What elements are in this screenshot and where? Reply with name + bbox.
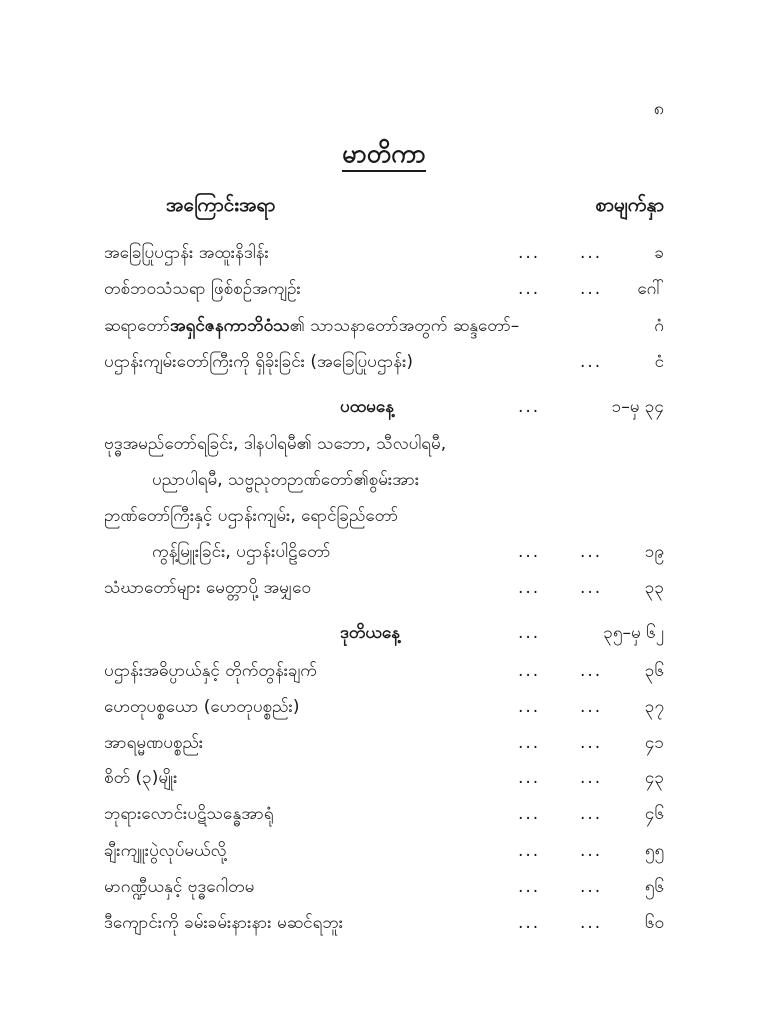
toc-page-range: ၁–မှ ၃၄ [611,397,664,417]
toc-leader-dots: ... [518,733,541,753]
toc-leader-dots: ... [518,804,541,824]
toc-entry-text: ဘုရားလောင်းပဋိသန္ဓေအာရုံ [104,804,274,824]
toc-row [104,836,664,866]
toc-row [104,347,664,377]
toc-page-number: ၅၅ [644,841,664,861]
toc-leader-dots: ... [518,279,541,299]
toc-page-number: ၃၆ [644,661,664,681]
toc-row [104,728,664,758]
page-number: ၈ [653,98,664,119]
toc-entry-text: ဟေတုပစ္စယော (ဟေတုပစ္စည်း) [104,697,300,717]
toc-leader-dots: ... [580,768,603,788]
toc-entry-text: မာဂဏ္ဍီယနှင့် ဗုဒ္ဓဂေါတမ [104,877,255,897]
toc-entry-suffix: ၏ သာသနာတော်အတွက် ဆန္ဒတော်– [289,316,520,336]
toc-leader-dots: ... [518,841,541,861]
toc-leader-dots: ... [518,578,541,598]
toc-row [104,311,664,341]
toc-page-number: ၄၁ [644,733,664,753]
toc-leader-dots: ... [518,877,541,897]
toc-entry-text: အခြေပြုပဌာန်း အထူးနိဒါန်း [104,243,269,263]
toc-entry-text: တစ်ဘဝသံသရာ ဖြစ်စဉ်အကျဉ်း [104,279,301,299]
toc-entry-text: ပဌာန်းကျမ်းတော်ကြီးကို ရှိခိုးခြင်း (အခြေပြုပဌာန်း) [104,352,414,372]
toc-leader-dots: ... [518,243,541,263]
toc-leader-dots: ... [580,578,603,598]
toc-leader-dots: ... [580,697,603,717]
toc-row [104,465,664,495]
toc-leader-dots: ... [518,542,541,562]
toc-row [104,799,664,829]
toc-entry-text: သံဃာတော်များ မေတ္တာပို့ အမျှဝေ [104,578,311,598]
toc-page-number: ၃၃ [644,578,664,598]
toc-leader-dots: ... [580,661,603,681]
toc-section-row [104,618,664,648]
toc-page-range: ၃၅–မှ ၆၂ [603,623,664,643]
toc-entry-text: ချီးကျူးပွဲလုပ်မယ်လို့ [104,841,227,861]
toc-leader-dots: ... [580,352,603,372]
toc-row [104,692,664,722]
toc-entry-text: ကွန့်မြူးခြင်း, ပဌာန်းပါဠိတော် [152,542,331,562]
toc-row [104,238,664,268]
toc-row [104,537,664,567]
column-header-page: စာမျက်နှာ [595,194,664,216]
toc-leader-dots: ... [518,397,541,417]
toc-page-number: ၅၆ [644,877,664,897]
toc-leader-dots: ... [518,913,541,933]
toc-row [104,573,664,603]
toc-section-row [104,392,664,422]
toc-leader-dots: ... [518,697,541,717]
toc-entry-prefix: ဆရာတော် [104,316,170,336]
toc-leader-dots: ... [580,913,603,933]
toc-row [104,656,664,686]
toc-page-number: ဂေါ် [637,279,664,299]
toc-page-number: ၁၉ [644,542,664,562]
toc-entry-text: အာရမ္မဏပစ္စည်း [104,733,204,753]
toc-leader-dots: ... [518,623,541,643]
toc-section-title: ပထမနေ့ [340,397,394,417]
toc-entry-text: ပညာပါရမီ, သဗ္ဗညုတဉာဏ်တော်၏စွမ်းအား [152,470,420,490]
toc-leader-dots: ... [518,661,541,681]
toc-page-number: ၄၃ [644,768,664,788]
toc-entry-text: ဗုဒ္ဓအမည်တော်ရခြင်း, ဒါနပါရမီ၏ သဘော, သီလပါရမီ, [104,434,447,454]
toc-row [104,274,664,304]
toc-leader-dots: ... [580,877,603,897]
toc-row [104,501,664,531]
page-title [0,138,768,175]
toc-section-title: ဒုတိယနေ့ [340,623,400,643]
toc-leader-dots: ... [518,768,541,788]
toc-entry-text: ဉာဏ်တော်ကြီးနှင့် ပဌာန်းကျမ်း, ရောင်ခြည်တော် [104,506,399,526]
toc-leader-dots: ... [580,279,603,299]
toc-entry-text: ပဌာန်းအဓိပ္ပာယ်နှင့် တိုက်တွန်းချက် [104,661,317,681]
toc-page-number: ၃၇ [644,697,664,717]
column-header-contents: အကြောင်းအရာ [166,194,276,216]
toc-page-number: ငံ [654,352,664,372]
toc-leader-dots: ... [580,733,603,753]
toc-page-number: ခ [654,243,664,263]
page-title-text: မာတိကာ [342,139,426,172]
toc-row [104,763,664,793]
toc-page-number: ၄၆ [644,804,664,824]
toc-entry-text [104,311,519,341]
toc-entry-bold-name: အရှင်ဇနကာဘိဝံသ [169,316,290,336]
toc-entry-text: စိတ် (၃)မျိုး [104,768,178,788]
toc-entry-text: ဒီကျောင်းကို ခမ်းခမ်းနားနား မဆင်ရဘူး [104,913,344,933]
toc-page-number: ဂံ [654,316,664,336]
toc-row [104,908,664,938]
toc-row [104,872,664,902]
toc-leader-dots: ... [580,804,603,824]
toc-leader-dots: ... [580,841,603,861]
toc-leader-dots: ... [580,542,603,562]
toc-leader-dots: ... [580,243,603,263]
toc-page-number: ၆၀ [644,913,664,933]
toc-row [104,429,664,459]
